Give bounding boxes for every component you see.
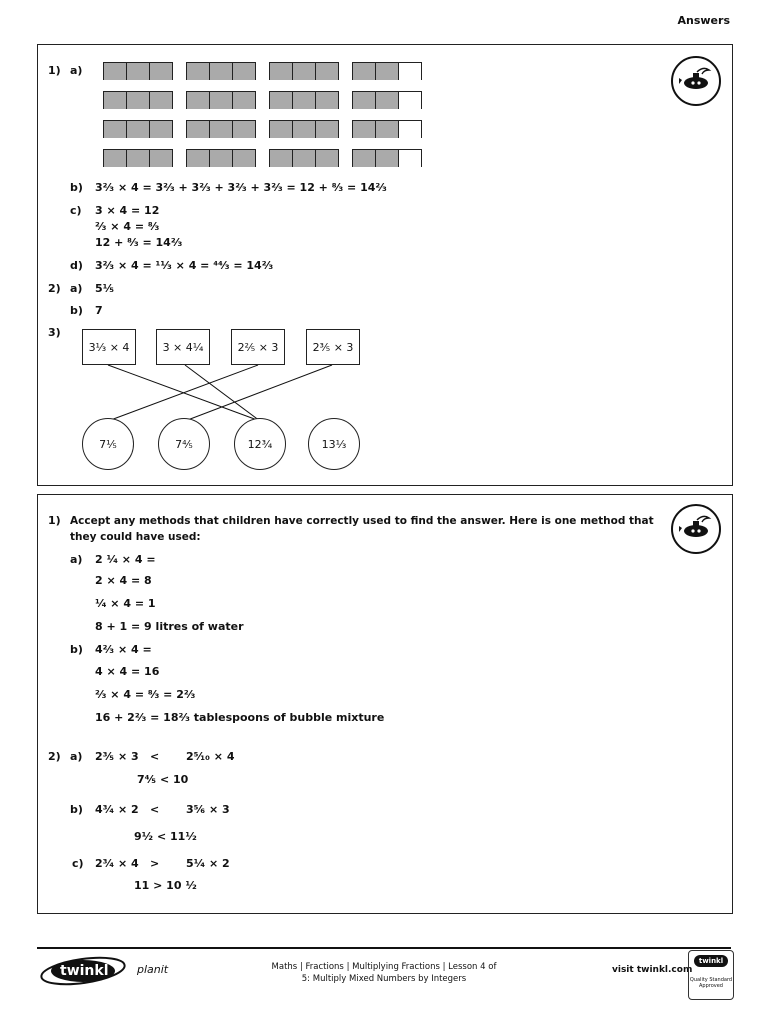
part-c-label: c) [70, 204, 82, 217]
twinkl-logo-text: twinkl [60, 963, 109, 979]
s2-part-b-label: b) [70, 643, 83, 656]
part-b-label: b) [70, 181, 83, 194]
s2-q2b-result: 9¹⁄₂ < 11¹⁄₂ [134, 830, 197, 843]
footer-lesson-info [256, 961, 512, 985]
s2-q2a-result: 7⁴⁄₅ < 10 [137, 773, 189, 786]
s2-q2c-symbol: > [150, 857, 160, 870]
match-box-4: 2³⁄₅ × 3 [306, 329, 360, 365]
s2-q2b-symbol: < [150, 803, 160, 816]
q2-part-b-answer: 7 [95, 304, 103, 317]
page-title: Answers [677, 14, 730, 27]
s2-q2a-left: 2³⁄₅ × 3 [95, 750, 139, 763]
s2-q2-part-a-label: a) [70, 750, 83, 763]
part-d-answer: 3²⁄₃ × 4 = ¹¹⁄₃ × 4 = ⁴⁴⁄₃ = 14²⁄₃ [95, 259, 274, 272]
question-2-number: 2) [48, 282, 61, 295]
match-circle-1: 7¹⁄₅ [82, 418, 134, 470]
footer-line-2: 5: Multiply Mixed Numbers by Integers [301, 974, 467, 984]
match-box-2: 3 × 4¹⁄₄ [156, 329, 210, 365]
s2-intro-line-1: Accept any methods that children have correctly used to find the answer. Here is one method that [70, 515, 654, 527]
part-b-answer: 3²⁄₃ × 4 = 3²⁄₃ + 3²⁄₃ + 3²⁄₃ + 3²⁄₃ = 12 + ⁸⁄₃ = 14²⁄₃ [95, 181, 387, 194]
part-c-line-2: ²⁄₃ × 4 = ⁸⁄₃ [95, 220, 160, 233]
s2-part-b-line-2: 4 × 4 = 16 [95, 665, 160, 678]
s2-q2a-right: 2⁵⁄₁₀ × 4 [186, 750, 235, 763]
part-c-line-1: 3 × 4 = 12 [95, 204, 160, 217]
part-c-line-3: 12 + ⁸⁄₃ = 14²⁄₃ [95, 236, 183, 249]
q2-part-a-answer: 5¹⁄₅ [95, 282, 115, 295]
s2-part-a-line-1: 2 ¹⁄₄ × 4 = [95, 553, 156, 566]
q2-part-a-label: a) [70, 282, 83, 295]
s2-part-b-line-1: 4²⁄₃ × 4 = [95, 643, 152, 656]
badge-text-2: Approved [699, 983, 723, 989]
match-box-3: 2²⁄₅ × 3 [231, 329, 285, 365]
s2-q2c-right: 5¹⁄₄ × 2 [186, 857, 230, 870]
submarine-icon [671, 504, 721, 554]
part-a-label: a) [70, 64, 83, 77]
s2-part-a-line-3: ¹⁄₄ × 4 = 1 [95, 597, 156, 610]
s2-question-1-number: 1) [48, 514, 61, 527]
s2-q2c-left: 2³⁄₄ × 4 [95, 857, 139, 870]
s2-q2-part-b-label: b) [70, 803, 83, 816]
footer-divider [37, 947, 731, 949]
footer-line-1: Maths | Fractions | Multiplying Fractions | Lesson 4 of [271, 962, 497, 972]
badge-text-1: Quality Standard [689, 977, 733, 983]
s2-part-b-line-4: 16 + 2²⁄₃ = 18²⁄₃ tablespoons of bubble mixture [95, 711, 385, 724]
s2-q2b-right: 3⁵⁄₆ × 3 [186, 803, 230, 816]
part-d-label: d) [70, 259, 83, 272]
question-1-number: 1) [48, 64, 61, 77]
quality-standard-badge [688, 950, 734, 1000]
q2-part-b-label: b) [70, 304, 83, 317]
question-3-number: 3) [48, 326, 61, 339]
s2-q2b-left: 4³⁄₄ × 2 [95, 803, 139, 816]
s2-part-a-line-2: 2 × 4 = 8 [95, 574, 152, 587]
s2-part-a-label: a) [70, 553, 83, 566]
s2-part-b-line-3: ²⁄₃ × 4 = ⁸⁄₃ = 2²⁄₃ [95, 688, 196, 701]
match-circle-3: 12³⁄₄ [234, 418, 286, 470]
badge-brand: twinkl [694, 955, 728, 967]
planit-logo: planit [137, 963, 169, 976]
match-box-1: 3¹⁄₃ × 4 [82, 329, 136, 365]
match-circle-4: 13¹⁄₃ [308, 418, 360, 470]
s2-part-a-line-4: 8 + 1 = 9 litres of water [95, 620, 244, 633]
s2-q2-part-c-label: c) [72, 857, 84, 870]
twinkl-logo[interactable] [38, 954, 128, 988]
match-circle-2: 7⁴⁄₅ [158, 418, 210, 470]
s2-q2a-symbol: < [150, 750, 160, 763]
visit-link[interactable]: visit twinkl.com [612, 965, 693, 975]
s2-q2c-result: 11 > 10 ¹⁄₂ [134, 879, 197, 892]
s2-question-2-number: 2) [48, 750, 61, 763]
s2-intro-line-2: they could have used: [70, 531, 201, 543]
